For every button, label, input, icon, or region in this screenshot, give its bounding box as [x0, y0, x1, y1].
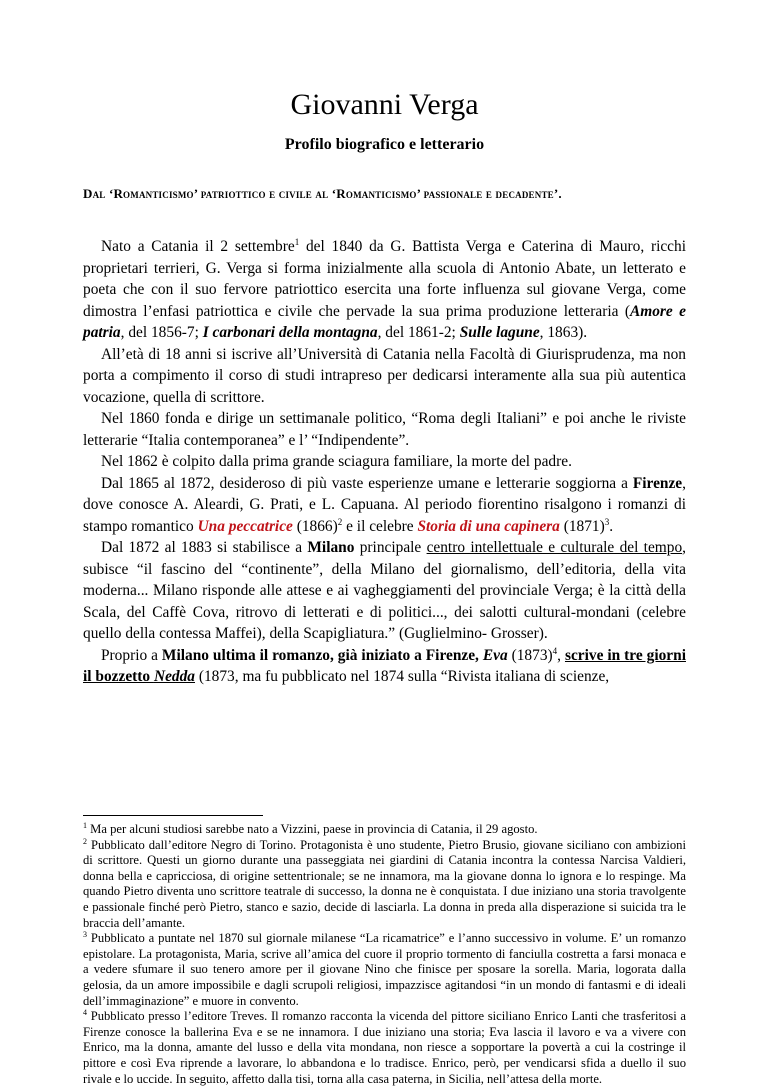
text-run: del 1840 da G. Battista Verga e Caterina di Mauro, ricchi proprietari terrieri, G. Verga si forma inizialmente alla scuola di Antonio Abate, un letterato e poeta che con il suo fervore patriottico esercita una forte influenza sul giovane Verga, come dimostra l’enfasi patriottica e civile che pervade la sua prima produzione letteraria (	[83, 238, 686, 320]
footnote-ref-1: 1	[294, 236, 300, 247]
text-run: , 1863).	[539, 324, 588, 341]
bold-text: Milano ultima il romanzo, già iniziato a Firenze,	[161, 646, 483, 664]
text-run: Proprio a	[101, 646, 162, 664]
page-subtitle: Profilo biografico e letterario	[284, 136, 485, 153]
paragraph-3: Nel 1860 fonda e dirige un settimanale politico, “Roma degli Italiani” e poi anche le riviste letterarie “Italia contemporanea” e l’ “Indipendente”.	[83, 410, 686, 449]
section-heading: Dal ‘Romanticismo’ patriottico e civile al ‘Romanticismo’ passionale e decadente’.	[83, 186, 562, 201]
footnote-ref-2: 2	[337, 516, 343, 527]
footnote-4	[83, 1009, 686, 1087]
footnote-text: Pubblicato presso l’editore Treves. Il romanzo racconta la vicenda del pittore siciliano Enrico Lanti che trasferitosi a Firenze conosce la ballerina Eva e se ne innamora. I due iniziano una storia; Eva lascia il lavoro e va a vivere con Enrico, ma la donna, amante del lusso e della vita mondana, non riesce a sopportare la povertà a cui la costringe il pittore e così Eva riprende a lavorare, lo abbandona e lo tradisce. Enrico, però, per vendicarsi sfida a duello il suo rivale e lo uccide. In seguito, affetto dalla tisi, torna alla casa paterna, in Sicilia, nell’attesa della morte.	[83, 1009, 686, 1086]
text-run: Nato a Catania il 2 settembre	[101, 238, 295, 255]
work-title: Eva	[482, 646, 508, 664]
footnote-text: Pubblicato a puntate nel 1870 sul giornale milanese “La ricamatrice” e l’anno successivo in volume. E’ un romanzo epistolare. La protagonista, Maria, scrive all’amica del cuore il proprio tormento di fanciulla costretta a farsi monaca e a vedere sfumare il suo tenero amore per il giovane Nino che finisce per sposare la sorella. Maria, logorata dalla gelosia, da un amore impossibile e dagli scrupoli religiosi, impazzisce agitandosi “in un mondo di fantasmi e di ideali dell’immaginazione” e muore in convento.	[83, 931, 686, 1008]
footnote-number: 4	[83, 1007, 87, 1017]
text-run: ,	[557, 646, 565, 664]
work-title: Amore e patria	[83, 302, 686, 341]
footnote-2	[83, 838, 686, 932]
paragraph-7	[83, 645, 686, 688]
paragraph-4: Nel 1862 è colpito dalla prima grande sciagura familiare, la morte del padre.	[101, 453, 572, 470]
text-run: , dove conosce A. Aleardi, G. Prati, e L. Capuana. Al periodo fiorentino risalgono i romanzi di stampo romantico	[83, 474, 686, 535]
work-title: I carbonari della montagna	[202, 324, 378, 341]
footnote-3	[83, 931, 686, 1009]
text-run: .	[609, 517, 614, 535]
underlined-bold-text: scrive in tre giorni il bozzetto	[83, 646, 686, 685]
text-run: , del 1861-2;	[377, 324, 460, 341]
paragraph-5	[83, 473, 686, 538]
footnote-ref-3: 3	[604, 516, 610, 527]
footnote-1	[83, 822, 686, 838]
work-title-red: Storia di una capinera	[417, 517, 560, 535]
body-text	[83, 236, 686, 688]
city-name: Firenze	[632, 474, 683, 492]
text-run: Dal 1865 al 1872, desideroso di più vaste esperienze umane e letterarie soggiorna a	[101, 474, 633, 492]
page-title: Giovanni Verga	[290, 88, 479, 121]
text-run: Dal 1872 al 1883 si stabilisce a	[101, 539, 308, 556]
paragraph-6	[83, 537, 686, 645]
city-name: Milano	[307, 539, 355, 556]
underlined-text: centro intellettuale e culturale del tempo	[426, 539, 683, 556]
paragraph-2: All’età di 18 anni si iscrive all’Università di Catania nella Facoltà di Giurisprudenza, ma non porta a compimento il corso di studi intrapreso per dedicarsi interamente alla sua più autentica vocazione, quella di scrittore.	[83, 345, 686, 406]
footnote-text: Ma per alcuni studiosi sarebbe nato a Vizzini, paese in provincia di Catania, il 29 agosto.	[90, 822, 538, 836]
text-run: , subisce “il fascino del “continente”, della Milano del giornalismo, dell’editoria, della vita moderna... Milano risponde alle attese e ai vagheggiamenti del provinciale Verga; è la città della Scala, del Caffè Cova, ritrovo di letterati e di politici..., dei salotti cultural-mondani (celebre quello della contessa Maffei), della Scapigliatura.” (Guglielmino- Grosser).	[83, 539, 686, 642]
work-title: Sulle lagune	[459, 324, 540, 341]
footnote-ref-4: 4	[552, 645, 558, 656]
text-run: principale	[354, 539, 427, 556]
footnote-number: 2	[83, 836, 87, 846]
footnotes	[83, 822, 686, 1087]
paragraph-1	[83, 236, 686, 344]
footnote-number: 3	[83, 929, 87, 939]
text-run: (1871)	[559, 517, 605, 535]
text-run: (1873, ma fu pubblicato nel 1874 sulla “Rivista italiana di scienze,	[195, 668, 610, 685]
text-run: (1873)	[507, 646, 553, 664]
text-run: (1866)	[292, 517, 338, 535]
footnote-text: Pubblicato dall’editore Negro di Torino. Protagonista è uno studente, Pietro Brusio, giovane siciliano con ambizioni di scrittore. Questi un giorno durante una passeggiata nei giardini di Catania incontra la contessa Narcisa Valdieri, donna bella e capricciosa, di origine settentrionale; se ne innamora, ma la giovane donna lo ignora e lo respinge. Ma quando Pietro diventa uno scrittore teatrale di successo, la donna ne è conquistata. I due iniziano una storia travolgente e passionale finché però Pietro, stanco e sazio, decide di lasciarla. La donna in preda alla disperazione si suicida tra le braccia dell’amante.	[83, 837, 686, 930]
text-run: , del 1856-7;	[120, 324, 203, 341]
work-title: Nedda	[153, 668, 195, 685]
work-title-red: Una peccatrice	[197, 517, 293, 535]
footnote-number: 1	[83, 820, 87, 830]
text-run: e il celebre	[342, 517, 418, 535]
footnote-separator	[83, 815, 263, 816]
